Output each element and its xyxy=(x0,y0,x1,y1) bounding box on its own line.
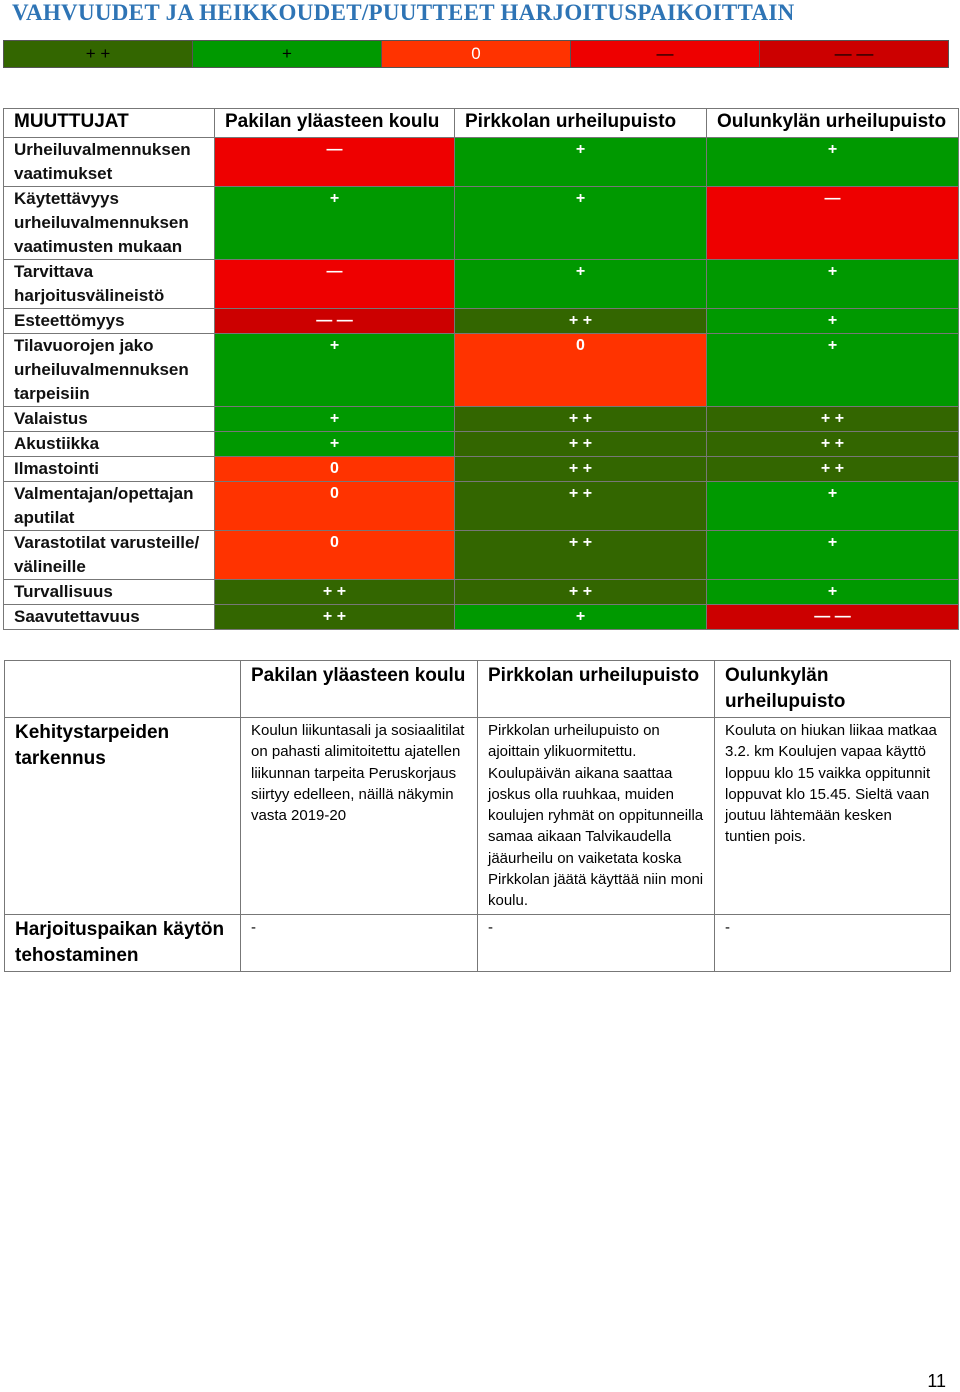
rating-cell-pirkkola: + + xyxy=(455,531,707,580)
development-table xyxy=(4,660,951,972)
rating-cell-pirkkola: 0 xyxy=(455,334,707,407)
rating-cell-pirkkola: + + xyxy=(455,457,707,482)
variable-label: Urheiluvalmennuksen vaatimukset xyxy=(4,138,215,187)
legend-double-minus: — — xyxy=(760,41,948,67)
dev-col-header-pirkkola: Pirkkolan urheilupuisto xyxy=(478,661,715,718)
variable-label: Valmentajan/opettajan aputilat xyxy=(4,482,215,531)
variable-label: Akustiikka xyxy=(4,432,215,457)
rating-cell-oulunkyla: + xyxy=(707,334,959,407)
dev-row-needs xyxy=(5,718,951,915)
dev-cell-pakila: - xyxy=(241,914,478,971)
dev-row-efficiency xyxy=(5,914,951,971)
ratings-row xyxy=(4,309,959,334)
col-header-pirkkola: Pirkkolan urheilupuisto xyxy=(455,109,707,138)
variable-label: Turvallisuus xyxy=(4,580,215,605)
rating-cell-pirkkola: + + xyxy=(455,309,707,334)
rating-cell-oulunkyla: + xyxy=(707,309,959,334)
rating-cell-pakila: 0 xyxy=(215,457,455,482)
ratings-row xyxy=(4,531,959,580)
rating-cell-pakila: + xyxy=(215,432,455,457)
ratings-row xyxy=(4,482,959,531)
rating-cell-oulunkyla: + + xyxy=(707,432,959,457)
dev-col-header-oulunkyla: Oulunkylän urheilupuisto xyxy=(715,661,951,718)
rating-cell-pakila: + xyxy=(215,334,455,407)
ratings-row xyxy=(4,187,959,260)
variable-label: Valaistus xyxy=(4,407,215,432)
ratings-row xyxy=(4,334,959,407)
rating-cell-pirkkola: + + xyxy=(455,407,707,432)
rating-legend xyxy=(3,40,949,68)
dev-cell-pirkkola: Pirkkolan urheilupuisto on ajoittain ylikuormitettu. Koulupäivän aikana saattaa joskus olla ruuhkaa, muiden koulujen ryhmät on oppitunneilla samaa aikaan Talvikaudella jääurheilu on vaiketata koska Pirkkolan jäätä käyttää niin moni koulu. xyxy=(478,718,715,915)
page-number: 11 xyxy=(927,1371,946,1391)
ratings-row xyxy=(4,580,959,605)
rating-cell-pirkkola: + + xyxy=(455,432,707,457)
rating-cell-pirkkola: + xyxy=(455,605,707,630)
rating-cell-pirkkola: + + xyxy=(455,482,707,531)
legend-plus: + xyxy=(193,41,382,67)
rating-cell-oulunkyla: + + xyxy=(707,457,959,482)
page-title: VAHVUUDET JA HEIKKOUDET/PUUTTEET HARJOITUSPAIKOITTAIN xyxy=(12,0,795,25)
dev-cell-pirkkola: - xyxy=(478,914,715,971)
rating-cell-pakila: + xyxy=(215,407,455,432)
ratings-row xyxy=(4,432,959,457)
ratings-header-row xyxy=(4,109,959,138)
rating-cell-pakila: 0 xyxy=(215,482,455,531)
legend-minus: — xyxy=(571,41,760,67)
ratings-row xyxy=(4,457,959,482)
rating-cell-oulunkyla: + xyxy=(707,138,959,187)
rating-cell-oulunkyla: — xyxy=(707,187,959,260)
rating-cell-oulunkyla: + + xyxy=(707,407,959,432)
dev-cell-oulunkyla: Kouluta on hiukan liikaa matkaa 3.2. km Koulujen vapaa käyttö loppuu klo 15 vaikka oppitunnit loppuvat klo 15.45. Sieltä vaan joutuu lähtemään kesken tuntien pois. xyxy=(715,718,951,915)
ratings-row xyxy=(4,605,959,630)
col-header-pakila: Pakilan yläasteen koulu xyxy=(215,109,455,138)
legend-double-plus: + + xyxy=(4,41,193,67)
col-header-variables: MUUTTUJAT xyxy=(4,109,215,138)
rating-cell-pakila: + xyxy=(215,187,455,260)
rating-cell-pakila: — — xyxy=(215,309,455,334)
rating-cell-oulunkyla: + xyxy=(707,531,959,580)
rating-cell-pirkkola: + xyxy=(455,138,707,187)
rating-cell-oulunkyla: — — xyxy=(707,605,959,630)
dev-col-header-empty xyxy=(5,661,241,718)
legend-zero: 0 xyxy=(382,41,571,67)
rating-cell-pakila: 0 xyxy=(215,531,455,580)
dev-row-label: Harjoituspaikan käytön tehostaminen xyxy=(5,914,241,971)
rating-cell-oulunkyla: + xyxy=(707,580,959,605)
rating-cell-oulunkyla: + xyxy=(707,260,959,309)
rating-cell-pakila: — xyxy=(215,260,455,309)
rating-cell-pakila: + + xyxy=(215,605,455,630)
variable-label: Tilavuorojen jako urheiluvalmennuksen tarpeisiin xyxy=(4,334,215,407)
rating-cell-pirkkola: + xyxy=(455,260,707,309)
variable-label: Esteettömyys xyxy=(4,309,215,334)
ratings-row xyxy=(4,138,959,187)
col-header-oulunkyla: Oulunkylän urheilupuisto xyxy=(707,109,959,138)
variable-label: Ilmastointi xyxy=(4,457,215,482)
rating-cell-pakila: — xyxy=(215,138,455,187)
dev-cell-pakila: Koulun liikuntasali ja sosiaalitilat on pahasti alimitoitettu ajatellen liikunnan tarpeita Peruskorjaus siirtyy edelleen, näillä näkymin vasta 2019-20 xyxy=(241,718,478,915)
variable-label: Tarvittava harjoitusvälineistö xyxy=(4,260,215,309)
ratings-table xyxy=(3,108,959,630)
dev-col-header-pakila: Pakilan yläasteen koulu xyxy=(241,661,478,718)
variable-label: Varastotilat varusteille/ välineille xyxy=(4,531,215,580)
ratings-row xyxy=(4,407,959,432)
variable-label: Käytettävyys urheiluvalmennuksen vaatimusten mukaan xyxy=(4,187,215,260)
dev-cell-oulunkyla: - xyxy=(715,914,951,971)
rating-cell-pakila: + + xyxy=(215,580,455,605)
dev-row-label: Kehitystarpeiden tarkennus xyxy=(5,718,241,915)
development-header-row xyxy=(5,661,951,718)
rating-cell-pirkkola: + xyxy=(455,187,707,260)
ratings-row xyxy=(4,260,959,309)
rating-cell-pirkkola: + + xyxy=(455,580,707,605)
rating-cell-oulunkyla: + xyxy=(707,482,959,531)
variable-label: Saavutettavuus xyxy=(4,605,215,630)
